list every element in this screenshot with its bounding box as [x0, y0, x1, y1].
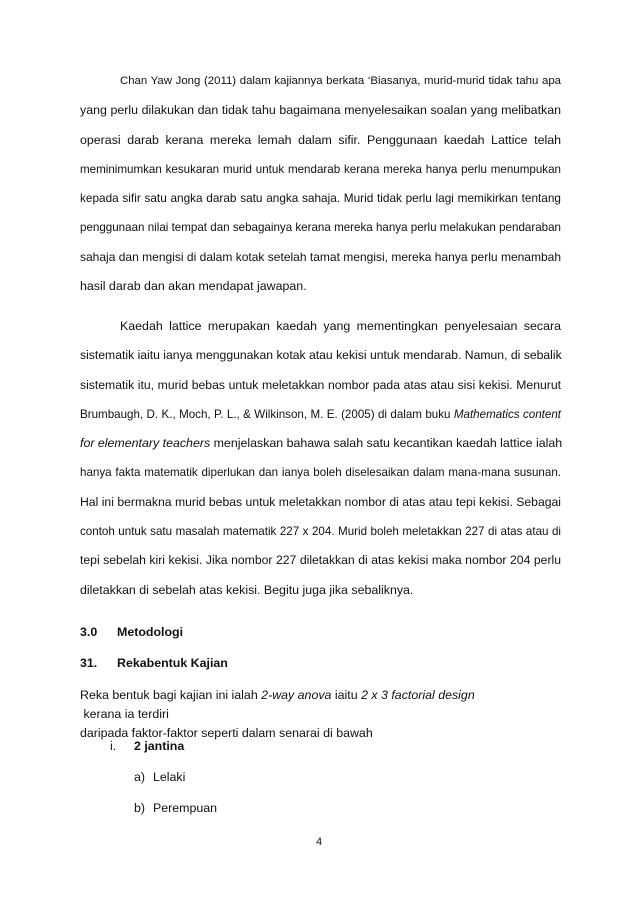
text-line: yang perlu dilakukan dan tidak tahu bagaimana menyelesaikan soalan yang melibatkan — [80, 103, 561, 118]
text-line: sahaja dan mengisi di dalam kotak setelah tamat mengisi, mereka hanya perlu menambah — [80, 249, 561, 264]
list-item-marker: b) — [134, 801, 146, 815]
list-item: Perempuan — [153, 801, 218, 815]
subsection-title: Rekabentuk Kajian — [117, 656, 228, 670]
section-heading — [80, 625, 97, 639]
text-span: iaitu — [331, 688, 362, 702]
text-line: daripada faktor-faktor seperti dalam senarai di bawah — [80, 726, 373, 740]
list-item: Lelaki — [153, 770, 186, 784]
design-paragraph — [80, 686, 561, 743]
text-span: menjelaskan bahawa salah satu kecantikan kaedah lattice ialah — [210, 436, 563, 451]
italic-term: 2 x 3 factorial design — [361, 688, 475, 702]
text-span: Brumbaugh, D. K., Moch, P. L., & Wilkinson, M. E. (2005) di dalam buku — [80, 407, 454, 421]
subsection-number: 31. — [80, 656, 98, 670]
paragraph-2 — [80, 312, 561, 605]
text-line: sistematik itu, murid bebas untuk meletakkan nombor pada atas atau sisi kekisi. Menurut — [80, 377, 561, 392]
text-line: hasil darab dan akan mendapat jawapan. — [80, 279, 307, 294]
text-line: hanya fakta matematik diperlukan dan ianya boleh diselesaikan dalam mana-mana susunan. — [80, 466, 561, 480]
text-line: Kaedah lattice merupakan kaedah yang mementingkan penyelesaian secara — [120, 319, 561, 333]
text-line — [80, 429, 561, 458]
list-marker: i. — [110, 739, 117, 753]
text-line: tepi sebelah kiri kekisi. Jika nombor 227 diletakkan di atas kekisi maka nombor 204 perlu — [80, 553, 561, 568]
section-title: Metodologi — [117, 625, 184, 639]
list-title: 2 jantina — [134, 739, 185, 753]
text-line: meminimumkan kesukaran murid untuk mendarab kerana mereka hanya perlu menumpukan — [80, 162, 561, 176]
section-number: 3.0 — [80, 625, 98, 639]
book-title-italic: for elementary teachers — [80, 436, 211, 451]
text-span: kerana ia terdiri — [80, 707, 169, 721]
list-item-marker: a) — [134, 770, 146, 784]
text-line: Chan Yaw Jong (2011) dalam kajiannya berkata ‘Biasanya, murid-murid tidak tahu apa — [120, 75, 561, 87]
paragraph-1 — [80, 67, 561, 301]
text-span: Reka bentuk bagi kajian ini ialah — [80, 688, 262, 702]
text-line: contoh untuk satu masalah matematik 227 x 204. Murid boleh meletakkan 227 di atas atau di — [80, 525, 561, 539]
page-number: 4 — [315, 836, 323, 848]
text-line: diletakkan di sebelah atas kekisi. Begitu juga jika sebaliknya. — [80, 582, 414, 597]
text-line: Hal ini bermakna murid bebas untuk meletakkan nombor di atas atau tepi kekisi. Sebagai — [80, 494, 561, 509]
text-line: sistematik iaitu ianya menggunakan kotak atau kekisi untuk mendarab. Namun, di sebalik — [80, 348, 562, 363]
book-title-italic: Mathematics content — [453, 407, 561, 421]
text-line: kepada sifir satu angka darab satu angka sahaja. Murid tidak perlu lagi memikirkan tentang — [80, 191, 561, 206]
text-line — [80, 686, 561, 724]
text-line: penggunaan nilai tempat dan sebagainya kerana mereka hanya perlu melakukan pendaraban — [80, 221, 561, 235]
italic-term: 2-way anova — [261, 688, 332, 702]
text-line — [80, 400, 561, 429]
text-line: operasi darab kerana mereka lemah dalam sifir. Penggunaan kaedah Lattice telah — [80, 132, 561, 147]
